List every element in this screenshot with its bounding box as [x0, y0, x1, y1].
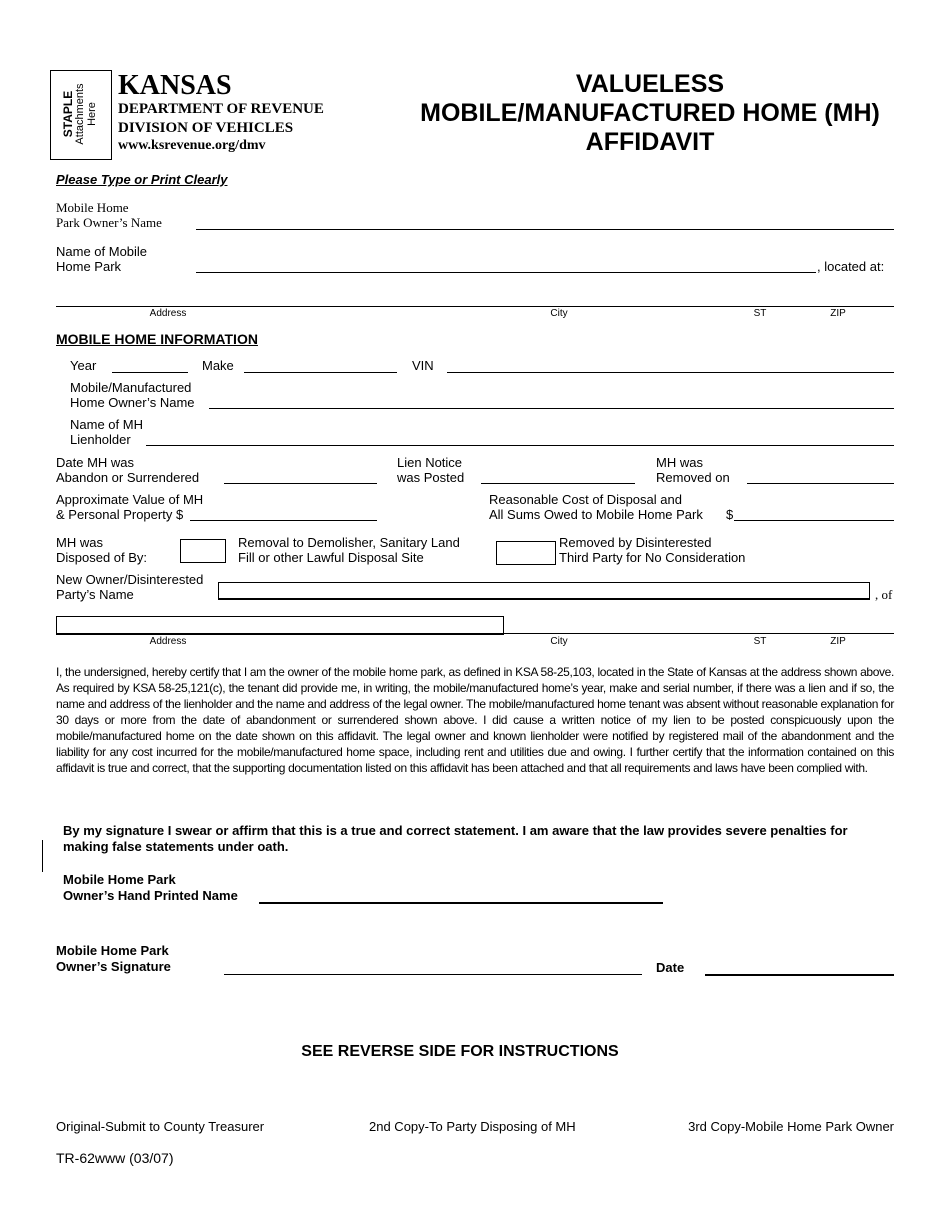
form-number: TR-62www (03/07): [56, 1150, 174, 1166]
lien-notice-label: Lien Notice was Posted: [397, 455, 465, 485]
mh-owner-label: Mobile/Manufactured Home Owner’s Name: [70, 380, 195, 410]
reverse-side-note: SEE REVERSE SIDE FOR INSTRUCTIONS: [301, 1043, 619, 1060]
make-label: Make: [202, 358, 234, 373]
copy-original-note: Original-Submit to County Treasurer: [56, 1119, 265, 1134]
new-owner-label: New Owner/Disinterested Party’s Name: [56, 572, 204, 602]
signature-date-field[interactable]: [705, 974, 894, 976]
printed-name-field[interactable]: [259, 902, 663, 904]
agency-division: DIVISION OF VEHICLES: [118, 120, 294, 136]
here-label: Here: [86, 102, 98, 126]
cost-label: Reasonable Cost of Disposal and All Sums Owed to Mobile Home Park: [489, 492, 703, 522]
oath-statement: By my signature I swear or affirm that this is a true and correct statement. I am aware that the law provides severe penalties for making false statements under oath.: [63, 823, 848, 854]
new-owner-address-field[interactable]: [56, 616, 504, 635]
park-address-field[interactable]: [56, 306, 894, 307]
cost-field[interactable]: [734, 520, 894, 521]
new-st-label: ST: [753, 636, 767, 647]
park-owner-label: Mobile Home Park Owner’s Name: [56, 200, 162, 230]
signature-label: Mobile Home Park Owner’s Signature: [56, 943, 171, 974]
value-field[interactable]: [190, 520, 377, 521]
lienholder-label: Name of MH Lienholder: [70, 417, 143, 447]
attachments-label: Attachments: [74, 83, 86, 145]
staple-text: [50, 70, 110, 158]
make-field[interactable]: [244, 372, 397, 373]
abandon-date-field[interactable]: [224, 483, 377, 484]
year-field[interactable]: [112, 372, 188, 373]
park-owner-name-field[interactable]: [196, 229, 894, 230]
print-instruction: Please Type or Print Clearly: [56, 172, 228, 187]
vin-label: VIN: [412, 358, 434, 373]
date-label: Date: [656, 960, 685, 975]
revision-bar: [42, 840, 43, 872]
new-address-label: Address: [149, 636, 187, 647]
lienholder-field[interactable]: [146, 445, 894, 446]
vin-field[interactable]: [447, 372, 894, 373]
form-title: [400, 70, 900, 157]
park-zip-label: ZIP: [830, 308, 846, 319]
agency-department: DEPARTMENT OF REVENUE: [118, 101, 324, 117]
new-city-label: City: [550, 636, 568, 647]
park-name-label: Name of Mobile Home Park: [56, 244, 148, 274]
abandon-date-label: Date MH was Abandon or Surrendered: [56, 455, 200, 485]
certification-text: I, the undersigned, hereby certify that I am the owner of the mobile home park, as defined in KSA 58-25,103, located in the State of Kansas at the address shown above. As required by KSA 58-25,121(c), the tenant did provide me, in writing, the mobile/manufactured home’s year, make and serial number, if there was a lien and if so, the name and address of the lienholder and the name and address of the legal owner. The mobile/manufactured home tenant was absent without reasonable explanation for 30 days or more from the date of abandonment or surrendered shown above. I did cause a written notice of my lien to be posted conspicuously upon the mobile/manufactured home on the date shown on this affidavit. The legal owner and known lienholder were notified by registered mail of the abandonment and the liability for any cost incurred for the mobile/manufactured home space, including rent and utilities due and owing. I further certify that the information contained on this affidavit is true and correct, that the supporting documentation listed on this affidavit has been attached and that all requirements and laws have been complied with.: [56, 665, 895, 775]
copy-second-note: 2nd Copy-To Party Disposing of MH: [369, 1119, 576, 1134]
year-label: Year: [70, 358, 97, 373]
signature-field[interactable]: [224, 974, 642, 975]
third-party-checkbox[interactable]: [496, 541, 556, 565]
demolisher-checkbox[interactable]: [180, 539, 226, 563]
staple-label: STAPLE: [61, 90, 75, 138]
title-line-1: VALUELESS: [575, 70, 725, 98]
located-at-label: , located at:: [817, 259, 885, 274]
lien-notice-date-field[interactable]: [481, 483, 635, 484]
of-label: , of: [875, 587, 893, 602]
removed-on-field[interactable]: [747, 483, 894, 484]
disposed-by-label: MH was Disposed of By:: [56, 535, 148, 565]
mh-info-heading: MOBILE HOME INFORMATION: [56, 331, 258, 347]
agency-website[interactable]: www.ksrevenue.org/dmv: [118, 138, 266, 153]
value-label: Approximate Value of MH & Personal Property $: [56, 492, 204, 522]
park-address-label: Address: [149, 308, 187, 319]
new-zip-label: ZIP: [830, 636, 846, 647]
third-party-option-label: Removed by Disinterested Third Party for No Consideration: [559, 535, 746, 565]
park-st-label: ST: [753, 308, 767, 319]
demolisher-option-label: Removal to Demolisher, Sanitary Land Fill or other Lawful Disposal Site: [238, 535, 460, 565]
removed-on-label: MH was Removed on: [656, 455, 730, 485]
copy-third-note: 3rd Copy-Mobile Home Park Owner: [688, 1119, 894, 1134]
new-owner-city-state-zip-field[interactable]: [504, 633, 894, 634]
title-line-2: MOBILE/MANUFACTURED HOME (MH): [420, 99, 880, 127]
agency-state: KANSAS: [118, 70, 232, 101]
cost-dollar-sign: $: [726, 507, 734, 522]
new-owner-name-field[interactable]: [218, 582, 870, 600]
park-city-label: City: [550, 308, 568, 319]
park-name-field[interactable]: [196, 272, 816, 273]
mh-owner-field[interactable]: [209, 408, 894, 409]
printed-name-label: Mobile Home Park Owner’s Hand Printed Name: [63, 872, 238, 903]
title-line-3: AFFIDAVIT: [585, 128, 715, 156]
